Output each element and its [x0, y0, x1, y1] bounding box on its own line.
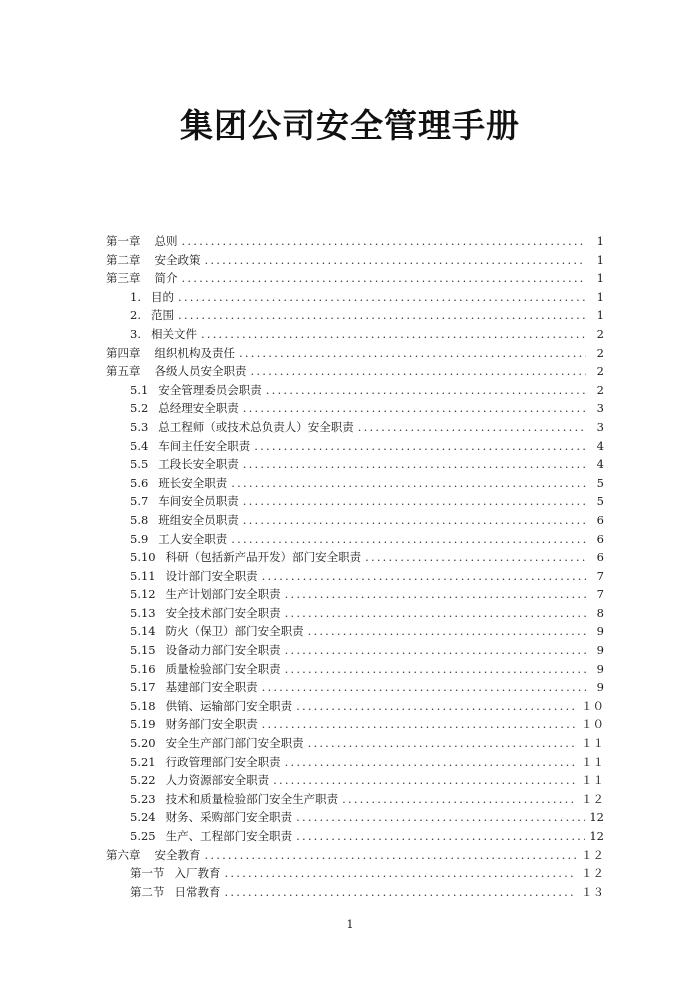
toc-entry[interactable]: [106, 548, 604, 567]
toc-dot-leader: [262, 715, 577, 734]
toc-entry[interactable]: [106, 622, 604, 641]
toc-entry[interactable]: [106, 734, 604, 753]
toc-entry-number: 第一节: [130, 866, 165, 881]
toc-entry[interactable]: [106, 790, 604, 809]
toc-dot-leader: [243, 399, 586, 418]
toc-dot-leader: [251, 362, 587, 381]
toc-dot-leader: [365, 548, 586, 567]
toc-entry[interactable]: [106, 678, 604, 697]
toc-entry-page: １２: [581, 791, 604, 806]
toc-entry[interactable]: [106, 604, 604, 623]
toc-entry-number: 5.19: [130, 717, 156, 732]
toc-entry-title: 车间安全员职责: [158, 494, 239, 509]
toc-entry-title: 简介: [154, 271, 178, 286]
toc-entry-number: 5.15: [130, 643, 156, 658]
toc-dot-leader: [231, 474, 586, 493]
table-of-contents: [106, 232, 604, 901]
toc-entry[interactable]: [106, 288, 604, 307]
toc-entry-number: 5.8: [130, 512, 149, 527]
toc-entry[interactable]: [106, 660, 604, 679]
toc-entry-title: 班组安全员职责: [158, 512, 239, 527]
toc-entry-number: 1.: [130, 289, 141, 304]
page-number: 1: [346, 918, 354, 931]
toc-entry[interactable]: [106, 827, 604, 846]
toc-entry[interactable]: [106, 883, 604, 902]
toc-entry-title: 设备动力部门安全职责: [165, 643, 281, 658]
toc-entry-title: 生产、工程部门安全职责: [165, 829, 293, 843]
toc-entry-page: １１: [581, 736, 604, 751]
toc-dot-leader: [308, 622, 586, 641]
toc-entry-number: 5.25: [130, 829, 156, 843]
toc-entry-number: 5.21: [130, 754, 156, 769]
toc-entry-number: 第三章: [106, 271, 141, 286]
toc-entry-page: １２: [581, 847, 604, 862]
toc-entry[interactable]: [106, 530, 604, 549]
toc-entry[interactable]: [106, 455, 604, 474]
toc-entry-number: 5.16: [130, 661, 156, 676]
toc-entry-title: 组织机构及责任: [154, 345, 235, 360]
toc-dot-leader: [243, 455, 586, 474]
toc-dot-leader: [266, 381, 586, 400]
toc-entry-number: 5.1: [130, 382, 149, 397]
toc-entry-title: 财务、采购部门安全职责: [165, 810, 293, 825]
toc-entry-page: 3: [596, 401, 604, 416]
toc-entry-page: 12: [589, 810, 604, 825]
toc-entry-page: 2: [596, 364, 604, 379]
toc-entry-page: １３: [581, 884, 604, 899]
toc-entry-page: １０: [581, 717, 604, 732]
toc-dot-leader: [273, 771, 577, 790]
toc-entry-title: 日常教育: [174, 884, 221, 899]
toc-entry-title: 质量检验部门安全职责: [165, 661, 281, 676]
toc-dot-leader: [182, 269, 587, 288]
toc-entry-title: 安全生产部门部门安全职责: [165, 736, 304, 751]
toc-entry[interactable]: [106, 269, 604, 288]
toc-entry-number: 第四章: [106, 345, 141, 360]
toc-entry-title: 供销、运输部门安全职责: [165, 698, 293, 713]
toc-dot-leader: [342, 790, 577, 809]
toc-entry-page: 7: [596, 587, 604, 602]
toc-entry-page: 1: [596, 252, 604, 267]
toc-dot-leader: [285, 641, 586, 660]
toc-entry[interactable]: [106, 399, 604, 418]
toc-entry-title: 安全政策: [154, 252, 201, 267]
toc-entry-page: １１: [581, 773, 604, 788]
toc-entry-number: 5.11: [130, 568, 156, 583]
toc-entry-number: 5.22: [130, 773, 156, 788]
toc-entry-number: 5.20: [130, 736, 156, 751]
toc-entry-page: 1: [596, 289, 604, 304]
toc-dot-leader: [243, 492, 586, 511]
toc-entry[interactable]: [106, 864, 604, 883]
toc-entry[interactable]: [106, 381, 604, 400]
toc-entry-page: 7: [596, 568, 604, 583]
toc-entry-number: 第六章: [106, 847, 141, 862]
toc-entry-number: 5.23: [130, 791, 156, 806]
toc-entry[interactable]: [106, 567, 604, 586]
toc-dot-leader: [358, 418, 586, 437]
toc-entry-number: 5.12: [130, 587, 156, 602]
toc-entry-title: 各级人员安全职责: [154, 364, 247, 379]
toc-entry[interactable]: [106, 753, 604, 772]
toc-dot-leader: [296, 808, 585, 827]
toc-entry-number: 5.24: [130, 810, 156, 825]
toc-dot-leader: [296, 827, 585, 846]
toc-entry-page: 8: [596, 605, 604, 620]
toc-dot-leader: [201, 325, 586, 344]
toc-entry[interactable]: [106, 306, 604, 325]
toc-entry[interactable]: [106, 362, 604, 381]
toc-entry-number: 5.2: [130, 401, 149, 416]
toc-entry[interactable]: [106, 437, 604, 456]
toc-entry-title: 财务部门安全职责: [165, 717, 258, 732]
toc-entry-title: 生产计划部门安全职责: [165, 587, 281, 602]
toc-entry[interactable]: [106, 808, 604, 827]
toc-entry-page: 6: [596, 531, 604, 546]
toc-entry-number: 5.10: [130, 550, 156, 565]
toc-entry-title: 范围: [150, 308, 174, 323]
toc-entry-title: 人力资源部安全职责: [165, 773, 270, 788]
toc-entry-number: 5.14: [130, 624, 156, 639]
toc-entry-title: 安全管理委员会职责: [158, 382, 262, 397]
toc-dot-leader: [205, 846, 578, 865]
toc-entry-page: 2: [596, 345, 604, 360]
toc-entry-page: 1: [596, 308, 604, 323]
toc-entry-number: 第五章: [106, 364, 141, 379]
toc-entry-number: 第二章: [106, 252, 141, 267]
toc-entry-title: 相关文件: [150, 326, 197, 341]
toc-entry-title: 安全教育: [154, 847, 201, 862]
toc-dot-leader: [182, 232, 587, 251]
toc-dot-leader: [262, 567, 586, 586]
toc-entry-page: 6: [596, 512, 604, 527]
toc-entry-page: 9: [596, 643, 604, 658]
toc-entry-number: 5.17: [130, 680, 156, 695]
toc-entry[interactable]: [106, 325, 604, 344]
toc-entry-page: 5: [596, 494, 604, 509]
toc-entry-title: 总经理安全职责: [158, 401, 239, 416]
toc-entry-title: 工人安全职责: [158, 531, 228, 546]
toc-dot-leader: [285, 660, 586, 679]
toc-entry-title: 科研（包括新产品开发）部门安全职责: [165, 550, 362, 565]
toc-dot-leader: [308, 734, 577, 753]
toc-entry[interactable]: [106, 771, 604, 790]
toc-entry-page: １０: [581, 698, 604, 713]
toc-entry-number: 2.: [130, 308, 141, 323]
toc-dot-leader: [178, 306, 586, 325]
toc-entry-title: 行政管理部门安全职责: [165, 754, 281, 769]
toc-dot-leader: [243, 511, 586, 530]
toc-entry-title: 技术和质量检验部门安全生产职责: [165, 791, 339, 806]
toc-entry-page: 1: [596, 234, 604, 248]
toc-entry-number: 5.6: [130, 475, 149, 490]
toc-entry[interactable]: [106, 715, 604, 734]
toc-dot-leader: [254, 437, 586, 456]
toc-entry[interactable]: [106, 232, 604, 251]
toc-entry-number: 5.18: [130, 698, 156, 713]
toc-entry-title: 目的: [150, 289, 174, 304]
toc-entry-title: 防火（保卫）部门安全职责: [165, 624, 304, 639]
toc-entry-page: 4: [596, 457, 604, 472]
toc-entry-page: 1: [596, 271, 604, 286]
toc-dot-leader: [225, 864, 578, 883]
toc-entry-page: 3: [596, 419, 604, 434]
toc-dot-leader: [285, 585, 586, 604]
toc-dot-leader: [296, 697, 577, 716]
toc-entry-page: 6: [596, 550, 604, 565]
toc-entry[interactable]: [106, 585, 604, 604]
toc-entry-number: 第一章: [106, 234, 141, 248]
toc-dot-leader: [231, 530, 586, 549]
toc-entry[interactable]: [106, 511, 604, 530]
toc-entry-page: 4: [596, 438, 604, 453]
document-title: 集团公司安全管理手册: [180, 106, 520, 145]
toc-entry-page: 9: [596, 680, 604, 695]
toc-dot-leader: [285, 753, 577, 772]
toc-entry-number: 第二节: [130, 884, 165, 899]
toc-entry-title: 班长安全职责: [158, 475, 228, 490]
toc-entry-page: １１: [581, 754, 604, 769]
toc-entry-number: 5.5: [130, 457, 149, 472]
toc-entry-title: 总工程师（或技术总负责人）安全职责: [158, 419, 354, 434]
toc-entry-title: 入厂教育: [174, 866, 221, 881]
toc-entry-page: 9: [596, 624, 604, 639]
toc-entry-page: 9: [596, 661, 604, 676]
toc-entry[interactable]: [106, 697, 604, 716]
toc-entry-page: 2: [596, 326, 604, 341]
toc-entry-number: 5.7: [130, 494, 149, 509]
toc-entry-title: 设计部门安全职责: [165, 568, 258, 583]
toc-entry[interactable]: [106, 641, 604, 660]
toc-entry-page: 2: [596, 382, 604, 397]
toc-entry-page: 12: [589, 829, 604, 843]
toc-entry-number: 5.3: [130, 419, 149, 434]
toc-dot-leader: [205, 251, 587, 270]
toc-entry-title: 车间主任安全职责: [158, 438, 251, 453]
toc-entry-title: 总则: [154, 234, 178, 248]
toc-entry-page: 5: [596, 475, 604, 490]
toc-entry-number: 5.13: [130, 605, 156, 620]
toc-dot-leader: [225, 883, 578, 902]
toc-entry[interactable]: [106, 474, 604, 493]
toc-entry[interactable]: [106, 251, 604, 270]
toc-entry-title: 基建部门安全职责: [165, 680, 258, 695]
toc-entry-number: 5.9: [130, 531, 149, 546]
toc-dot-leader: [262, 678, 586, 697]
toc-entry[interactable]: [106, 492, 604, 511]
toc-entry-number: 3.: [130, 326, 141, 341]
toc-entry-number: 5.4: [130, 438, 149, 453]
toc-dot-leader: [178, 288, 586, 307]
toc-entry-title: 安全技术部门安全职责: [165, 605, 281, 620]
toc-entry-title: 工段长安全职责: [158, 457, 239, 472]
toc-entry[interactable]: [106, 846, 604, 865]
toc-entry[interactable]: [106, 344, 604, 363]
toc-entry[interactable]: [106, 418, 604, 437]
toc-dot-leader: [285, 604, 586, 623]
toc-dot-leader: [239, 344, 586, 363]
toc-entry-page: １２: [581, 866, 604, 881]
